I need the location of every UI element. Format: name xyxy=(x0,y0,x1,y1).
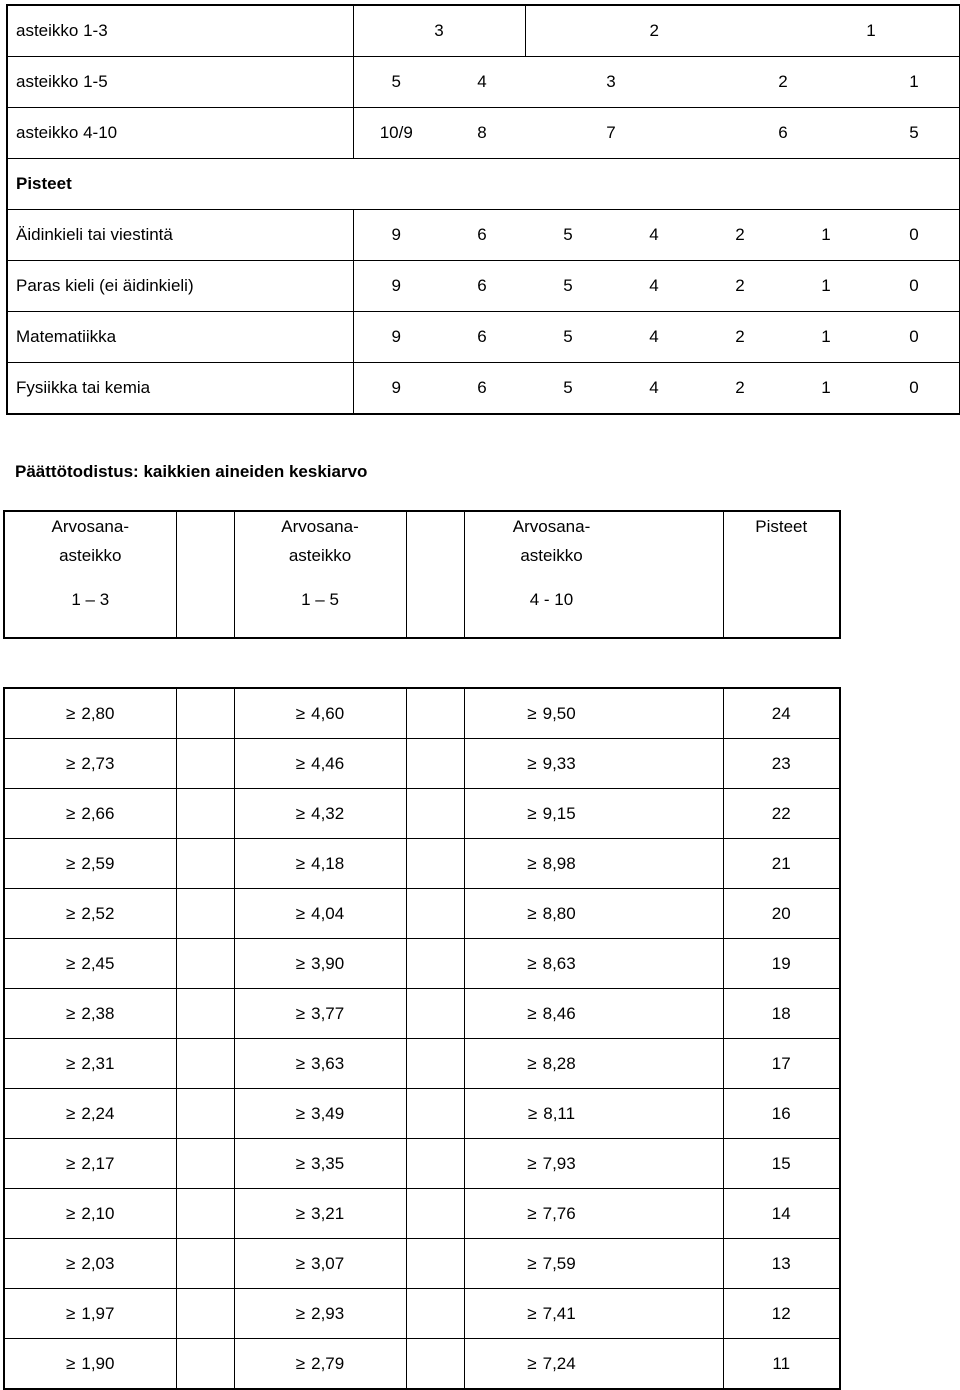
threshold-1-5-value: 4,18 xyxy=(311,853,345,873)
header-line2: asteikko xyxy=(59,546,122,565)
header-line2: asteikko xyxy=(520,546,583,565)
greater-equal-symbol: ≥ xyxy=(295,1203,306,1223)
table-row xyxy=(4,688,840,739)
row-gap xyxy=(406,1089,464,1139)
table-row xyxy=(4,939,840,989)
subject-points: 6 xyxy=(439,312,525,363)
greater-equal-symbol: ≥ xyxy=(527,703,537,723)
threshold-4-10-value: 8,98 xyxy=(542,853,576,873)
points-cell xyxy=(723,789,840,839)
scale-row xyxy=(7,108,960,159)
greater-equal-symbol: ≥ xyxy=(295,1103,306,1123)
subject-label: Matematiikka xyxy=(7,312,353,363)
table-row xyxy=(4,739,840,789)
table-row xyxy=(4,1339,840,1390)
threshold-1-3 xyxy=(4,1139,176,1189)
threshold-1-3-value: 1,97 xyxy=(81,1303,115,1323)
subject-points: 1 xyxy=(783,261,869,312)
scale-label: asteikko 4-10 xyxy=(7,108,353,159)
threshold-1-5-value: 2,93 xyxy=(311,1303,345,1323)
greater-equal-symbol: ≥ xyxy=(66,903,76,923)
threshold-4-10 xyxy=(464,1039,723,1089)
table-row xyxy=(4,1289,840,1339)
scale-row xyxy=(7,5,960,57)
scale-value: 3 xyxy=(353,5,525,57)
threshold-4-10 xyxy=(464,889,723,939)
grade-header-row xyxy=(4,511,840,638)
threshold-4-10 xyxy=(464,1089,723,1139)
threshold-1-3-value: 2,45 xyxy=(81,953,115,973)
greater-equal-symbol: ≥ xyxy=(66,953,76,973)
greater-equal-symbol: ≥ xyxy=(527,1103,538,1123)
row-gap xyxy=(176,1139,234,1189)
row-gap xyxy=(406,1139,464,1189)
threshold-1-3-value: 2,80 xyxy=(81,703,115,723)
row-gap xyxy=(406,789,464,839)
threshold-1-5 xyxy=(234,688,406,739)
greater-equal-symbol: ≥ xyxy=(66,1153,76,1173)
points-cell xyxy=(723,989,840,1039)
points-cell-value: 22 xyxy=(771,803,791,823)
row-gap xyxy=(406,839,464,889)
threshold-1-3 xyxy=(4,839,176,889)
points-heading-row xyxy=(7,159,960,210)
row-gap xyxy=(406,1339,464,1390)
greater-equal-symbol: ≥ xyxy=(295,1053,306,1073)
subject-points: 1 xyxy=(783,210,869,261)
threshold-4-10 xyxy=(464,989,723,1039)
threshold-1-5-value: 3,07 xyxy=(311,1253,345,1273)
subject-points: 4 xyxy=(611,210,697,261)
subject-points: 5 xyxy=(525,210,611,261)
subject-points: 0 xyxy=(869,261,960,312)
threshold-1-5 xyxy=(234,1289,406,1339)
threshold-1-3-value: 2,38 xyxy=(81,1003,115,1023)
threshold-4-10-value: 9,15 xyxy=(542,803,576,823)
threshold-1-3 xyxy=(4,1289,176,1339)
greater-equal-symbol: ≥ xyxy=(527,1353,537,1373)
greater-equal-symbol: ≥ xyxy=(66,1103,76,1123)
threshold-1-3 xyxy=(4,889,176,939)
threshold-4-10-value: 8,28 xyxy=(542,1053,576,1073)
subject-label: Fysiikka tai kemia xyxy=(7,363,353,415)
subject-points: 2 xyxy=(697,312,783,363)
threshold-4-10 xyxy=(464,1339,723,1390)
header-line1: Arvosana- xyxy=(281,517,359,536)
table-row xyxy=(4,1039,840,1089)
row-gap xyxy=(406,1039,464,1089)
row-gap xyxy=(176,1289,234,1339)
subject-points: 4 xyxy=(611,312,697,363)
greater-equal-symbol: ≥ xyxy=(527,753,537,773)
threshold-1-3 xyxy=(4,939,176,989)
threshold-4-10 xyxy=(464,1239,723,1289)
threshold-1-5 xyxy=(234,939,406,989)
subject-points: 5 xyxy=(525,312,611,363)
header-range: 4 - 10 xyxy=(529,590,574,609)
header-scale-1-3 xyxy=(4,511,176,638)
table-row xyxy=(4,989,840,1039)
row-gap xyxy=(406,989,464,1039)
scale-value: 3 xyxy=(525,57,697,108)
points-cell-value: 21 xyxy=(771,853,791,873)
subject-label: Äidinkieli tai viestintä xyxy=(7,210,353,261)
threshold-1-5-value: 3,77 xyxy=(311,1003,345,1023)
section-title: Päättötodistus: kaikkien aineiden keskiarvo xyxy=(15,462,368,481)
row-gap xyxy=(176,839,234,889)
threshold-1-5-value: 3,49 xyxy=(311,1103,345,1123)
points-cell xyxy=(723,688,840,739)
subject-points: 2 xyxy=(735,378,745,397)
points-cell xyxy=(723,739,840,789)
table-row xyxy=(4,839,840,889)
threshold-4-10-value: 7,93 xyxy=(542,1153,576,1173)
table-row xyxy=(4,789,840,839)
table-row xyxy=(4,1139,840,1189)
points-cell xyxy=(723,839,840,889)
header-points xyxy=(723,511,840,638)
threshold-4-10-value: 9,33 xyxy=(542,753,576,773)
row-gap xyxy=(176,789,234,839)
subject-points: 9 xyxy=(353,261,439,312)
subject-points: 4 xyxy=(649,378,659,397)
threshold-1-3 xyxy=(4,1239,176,1289)
subject-row xyxy=(7,363,960,415)
header-line1: Arvosana- xyxy=(512,517,591,536)
greater-equal-symbol: ≥ xyxy=(66,703,76,723)
threshold-1-5 xyxy=(234,1139,406,1189)
threshold-1-3-value: 2,24 xyxy=(81,1103,115,1123)
threshold-1-5-value: 3,35 xyxy=(311,1153,345,1173)
greater-equal-symbol: ≥ xyxy=(527,1303,537,1323)
row-gap xyxy=(406,1239,464,1289)
points-cell-value: 12 xyxy=(771,1303,791,1323)
threshold-4-10-value: 7,41 xyxy=(542,1303,576,1323)
threshold-1-3-value: 2,17 xyxy=(81,1153,115,1173)
subject-points: 9 xyxy=(353,210,439,261)
threshold-1-5 xyxy=(234,1089,406,1139)
points-cell-value: 11 xyxy=(772,1353,791,1373)
scale-points-table xyxy=(6,4,960,415)
subject-row xyxy=(7,210,960,261)
greater-equal-symbol: ≥ xyxy=(527,853,537,873)
grade-points-table xyxy=(3,687,841,1390)
greater-equal-symbol: ≥ xyxy=(527,803,537,823)
greater-equal-symbol: ≥ xyxy=(295,1303,306,1323)
scale-value: 5 xyxy=(869,108,960,159)
greater-equal-symbol: ≥ xyxy=(66,753,76,773)
row-gap xyxy=(406,688,464,739)
points-cell xyxy=(723,1089,840,1139)
threshold-1-5-value: 4,32 xyxy=(311,803,345,823)
row-gap xyxy=(176,1039,234,1089)
points-cell xyxy=(723,889,840,939)
threshold-4-10 xyxy=(464,789,723,839)
header-scale-1-5 xyxy=(234,511,406,638)
greater-equal-symbol: ≥ xyxy=(66,1053,76,1073)
greater-equal-symbol: ≥ xyxy=(66,803,76,823)
greater-equal-symbol: ≥ xyxy=(295,1353,306,1373)
threshold-4-10-value: 7,76 xyxy=(542,1203,576,1223)
grade-table-header xyxy=(3,510,841,639)
row-gap xyxy=(176,1189,234,1239)
subject-points: 9 xyxy=(353,312,439,363)
greater-equal-symbol: ≥ xyxy=(295,1253,306,1273)
subject-points: 0 xyxy=(909,378,919,397)
greater-equal-symbol: ≥ xyxy=(527,1053,537,1073)
greater-equal-symbol: ≥ xyxy=(527,1003,537,1023)
row-gap xyxy=(176,688,234,739)
threshold-1-5 xyxy=(234,789,406,839)
points-cell xyxy=(723,939,840,989)
threshold-1-5 xyxy=(234,989,406,1039)
row-gap xyxy=(176,1089,234,1139)
threshold-1-5 xyxy=(234,889,406,939)
greater-equal-symbol: ≥ xyxy=(66,1353,76,1373)
greater-equal-symbol: ≥ xyxy=(295,703,306,723)
threshold-1-5 xyxy=(234,1339,406,1390)
points-cell-value: 19 xyxy=(771,953,791,973)
threshold-4-10 xyxy=(464,1289,723,1339)
threshold-4-10 xyxy=(464,739,723,789)
greater-equal-symbol: ≥ xyxy=(527,903,537,923)
scale-label: asteikko 1-5 xyxy=(7,57,353,108)
points-cell-value: 24 xyxy=(771,703,791,723)
subject-label: Paras kieli (ei äidinkieli) xyxy=(7,261,353,312)
greater-equal-symbol: ≥ xyxy=(295,1153,306,1173)
threshold-4-10 xyxy=(464,1189,723,1239)
scale-value: 10/9 xyxy=(353,108,439,159)
greater-equal-symbol: ≥ xyxy=(66,1303,76,1323)
greater-equal-symbol: ≥ xyxy=(527,1253,537,1273)
threshold-1-3-value: 2,59 xyxy=(81,853,115,873)
threshold-4-10-value: 8,11 xyxy=(543,1103,576,1123)
threshold-4-10-value: 8,46 xyxy=(542,1003,576,1023)
threshold-1-5 xyxy=(234,839,406,889)
points-cell xyxy=(723,1139,840,1189)
table-row xyxy=(4,1089,840,1139)
header-line1: Pisteet xyxy=(755,517,808,536)
threshold-1-5-value: 3,21 xyxy=(311,1203,345,1223)
header-gap xyxy=(176,511,234,638)
subject-points: 9 xyxy=(391,378,401,397)
threshold-1-5 xyxy=(234,1239,406,1289)
threshold-1-3 xyxy=(4,989,176,1039)
threshold-1-3 xyxy=(4,1039,176,1089)
scale-value: 2 xyxy=(697,57,869,108)
row-gap xyxy=(176,1239,234,1289)
greater-equal-symbol: ≥ xyxy=(295,903,306,923)
subject-row xyxy=(7,261,960,312)
threshold-4-10-value: 7,59 xyxy=(542,1253,576,1273)
row-gap xyxy=(406,1289,464,1339)
points-cell-value: 14 xyxy=(771,1203,791,1223)
scale-value: 8 xyxy=(439,108,525,159)
row-gap xyxy=(406,1189,464,1239)
threshold-1-5 xyxy=(234,739,406,789)
greater-equal-symbol: ≥ xyxy=(66,853,76,873)
threshold-4-10 xyxy=(464,839,723,889)
subject-points: 5 xyxy=(525,261,611,312)
row-gap xyxy=(406,889,464,939)
scale-label: asteikko 1-3 xyxy=(7,5,353,57)
row-gap xyxy=(406,939,464,989)
row-gap xyxy=(176,889,234,939)
header-range: 1 – 5 xyxy=(301,590,339,609)
greater-equal-symbol: ≥ xyxy=(295,803,306,823)
subject-points: 2 xyxy=(697,210,783,261)
subject-points: 5 xyxy=(563,378,573,397)
row-gap xyxy=(176,939,234,989)
points-heading: Pisteet xyxy=(7,159,960,210)
points-cell xyxy=(723,1239,840,1289)
scale-value: 2 xyxy=(525,5,783,57)
threshold-4-10 xyxy=(464,939,723,989)
threshold-4-10-value: 7,24 xyxy=(542,1353,576,1373)
scale-row xyxy=(7,57,960,108)
table-row xyxy=(4,889,840,939)
threshold-1-5 xyxy=(234,1189,406,1239)
greater-equal-symbol: ≥ xyxy=(295,853,306,873)
header-line2: asteikko xyxy=(288,546,352,565)
threshold-1-3-value: 2,73 xyxy=(81,753,115,773)
header-line1: Arvosana- xyxy=(51,517,129,536)
scale-value: 4 xyxy=(439,57,525,108)
threshold-1-3-value: 2,52 xyxy=(81,903,115,923)
greater-equal-symbol: ≥ xyxy=(527,1203,537,1223)
greater-equal-symbol: ≥ xyxy=(66,1203,76,1223)
threshold-1-3-value: 2,03 xyxy=(81,1253,115,1273)
row-gap xyxy=(176,739,234,789)
threshold-4-10 xyxy=(464,688,723,739)
threshold-1-3 xyxy=(4,1339,176,1390)
points-cell-value: 16 xyxy=(771,1103,791,1123)
header-range: 1 – 3 xyxy=(71,590,110,609)
threshold-1-3-value: 2,31 xyxy=(81,1053,115,1073)
threshold-1-3 xyxy=(4,688,176,739)
greater-equal-symbol: ≥ xyxy=(66,1003,76,1023)
points-cell-value: 20 xyxy=(771,903,791,923)
subject-points: 0 xyxy=(869,210,960,261)
table-row xyxy=(4,1189,840,1239)
subject-points: 4 xyxy=(611,261,697,312)
greater-equal-symbol: ≥ xyxy=(295,1003,306,1023)
greater-equal-symbol: ≥ xyxy=(295,753,306,773)
greater-equal-symbol: ≥ xyxy=(66,1253,76,1273)
threshold-1-5-value: 4,04 xyxy=(311,903,345,923)
subject-points: 1 xyxy=(783,312,869,363)
subject-points: 0 xyxy=(869,312,960,363)
threshold-1-5-value: 4,60 xyxy=(311,703,345,723)
scale-value: 7 xyxy=(525,108,697,159)
threshold-4-10-value: 9,50 xyxy=(542,703,576,723)
header-gap xyxy=(406,511,464,638)
row-gap xyxy=(406,739,464,789)
points-cell-value: 18 xyxy=(771,1003,791,1023)
threshold-1-3 xyxy=(4,739,176,789)
subject-points: 2 xyxy=(697,261,783,312)
threshold-1-3-value: 1,90 xyxy=(81,1353,115,1373)
points-cell xyxy=(723,1039,840,1089)
scale-value: 1 xyxy=(869,57,960,108)
threshold-1-5 xyxy=(234,1039,406,1089)
header-scale-4-10 xyxy=(464,511,723,638)
points-cell-value: 13 xyxy=(771,1253,791,1273)
threshold-1-3 xyxy=(4,1089,176,1139)
subject-points: 6 xyxy=(439,210,525,261)
points-cell-value: 17 xyxy=(771,1053,791,1073)
greater-equal-symbol: ≥ xyxy=(527,953,537,973)
threshold-1-5-value: 3,90 xyxy=(311,953,345,973)
points-cell xyxy=(723,1189,840,1239)
greater-equal-symbol: ≥ xyxy=(295,953,306,973)
table-row xyxy=(4,1239,840,1289)
points-cell-value: 23 xyxy=(771,753,791,773)
subject-points: 6 xyxy=(439,261,525,312)
scale-value: 6 xyxy=(697,108,869,159)
threshold-1-5-value: 2,79 xyxy=(311,1353,345,1373)
threshold-4-10 xyxy=(464,1139,723,1189)
scale-value: 5 xyxy=(353,57,439,108)
threshold-1-3-value: 2,66 xyxy=(81,803,115,823)
threshold-1-5-value: 4,46 xyxy=(311,753,345,773)
points-cell xyxy=(723,1339,840,1390)
threshold-1-3-value: 2,10 xyxy=(81,1203,115,1223)
threshold-4-10-value: 8,63 xyxy=(542,953,576,973)
scale-value: 1 xyxy=(783,5,960,57)
subject-row xyxy=(7,312,960,363)
threshold-1-5-value: 3,63 xyxy=(311,1053,345,1073)
points-cell xyxy=(723,1289,840,1339)
row-gap xyxy=(176,1339,234,1390)
threshold-1-3 xyxy=(4,1189,176,1239)
points-cell-value: 15 xyxy=(771,1153,791,1173)
threshold-1-3 xyxy=(4,789,176,839)
subject-points: 6 xyxy=(477,378,487,397)
subject-points: 1 xyxy=(821,378,831,397)
row-gap xyxy=(176,989,234,1039)
threshold-4-10-value: 8,80 xyxy=(542,903,576,923)
greater-equal-symbol: ≥ xyxy=(527,1153,537,1173)
